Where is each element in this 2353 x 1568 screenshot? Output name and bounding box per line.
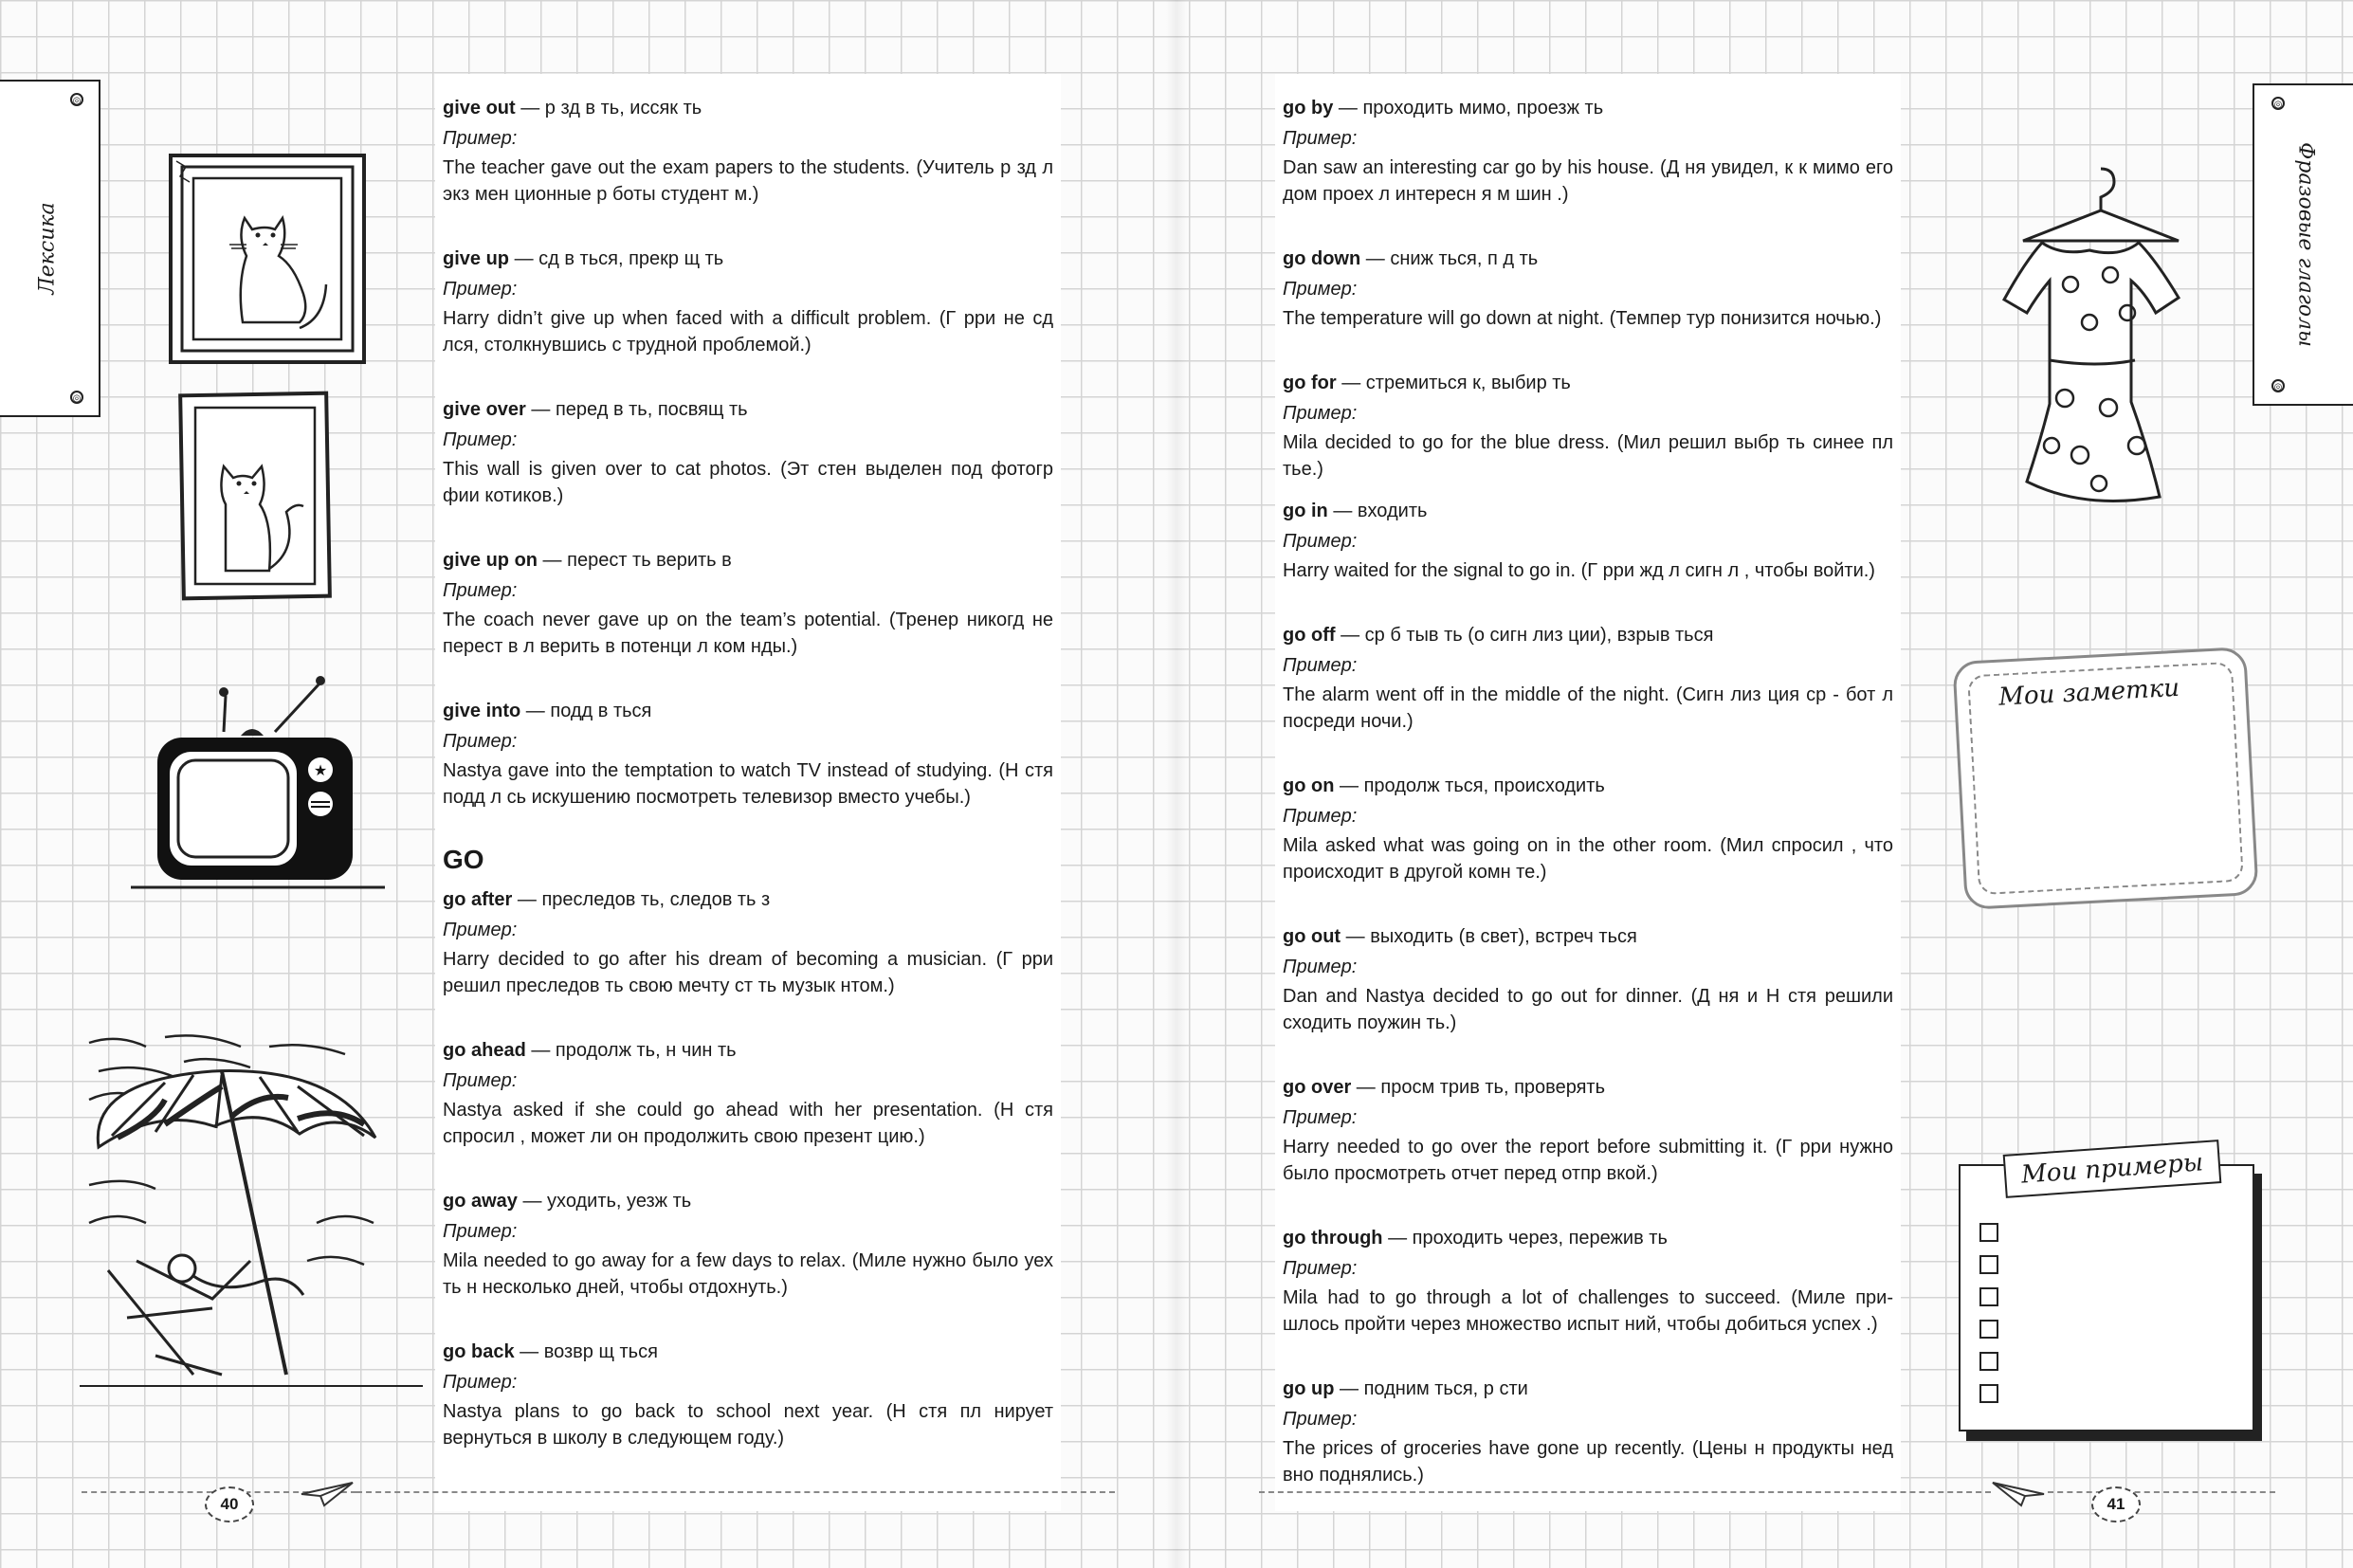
example-label: Пример: xyxy=(1283,806,1358,827)
phrasal-verb: go in xyxy=(1283,501,1328,521)
footer-divider xyxy=(1259,1491,1991,1493)
example-label: Пример: xyxy=(1283,279,1358,300)
example-sentence: Dan and Nastya decided to go out for dinner. (Д ня и Н стя решили сходить поужин ть.) xyxy=(1283,986,1893,1033)
phrasal-verb: give up on xyxy=(443,550,538,571)
example-sentence: Harry didn’t give up when faced with a difficult problem. (Г рри не сд лся, столкнувшись с трудной проблемой.) xyxy=(443,308,1053,356)
example-label: Пример: xyxy=(443,279,518,300)
example-sentence: Mila needed to go away for a few days to relax. (Миле нужно было уех ть н несколько дней, чтобы отдохнуть.) xyxy=(443,1250,1053,1298)
notes-title: Мои заметки xyxy=(1997,673,2180,712)
translation: подд в ться xyxy=(550,701,652,721)
entry-heading xyxy=(1283,771,1893,801)
phrasal-verb: go off xyxy=(1283,625,1336,646)
entry-heading xyxy=(443,545,1053,575)
example-label: Пример: xyxy=(443,1372,518,1393)
phrasal-verb: go out xyxy=(1283,926,1341,947)
checkbox-icon[interactable] xyxy=(1979,1352,1998,1371)
entry-heading xyxy=(1283,1374,1893,1404)
section-heading: GO xyxy=(443,845,484,874)
example-sentence: The temperature will go down at night. (Темпер тур понизится ночью.) xyxy=(1283,308,1882,329)
entry-heading xyxy=(1283,1223,1893,1253)
translation: ср б тыв ть (о сигн лиз ции), взрыв ться xyxy=(1364,625,1714,646)
example-label: Пример: xyxy=(1283,128,1358,149)
section-tab-left xyxy=(0,80,100,417)
entry-heading xyxy=(1283,244,1893,274)
tab-label-right: Фразовые глаголы xyxy=(2293,142,2318,347)
example-label: Пример: xyxy=(1283,1107,1358,1128)
entry-heading xyxy=(1283,620,1893,650)
footer-divider xyxy=(356,1491,1115,1493)
translation: перест ть верить в xyxy=(567,550,732,571)
entry-heading xyxy=(1283,921,1893,952)
dictionary-column-left xyxy=(435,74,1061,1511)
svg-text:★: ★ xyxy=(313,763,328,779)
translation: продолж ть, н чин ть xyxy=(555,1040,737,1061)
entry-heading xyxy=(443,394,1053,425)
paper-plane-icon xyxy=(1991,1479,2046,1507)
example-label: Пример: xyxy=(443,128,518,149)
example-label: Пример: xyxy=(1283,1258,1358,1279)
translation: сд в ться, прекр щ ть xyxy=(538,248,724,269)
dictionary-entry xyxy=(443,244,1053,358)
translation: возвр щ ться xyxy=(543,1341,658,1362)
translation: преследов ть, следов ть з xyxy=(541,889,771,910)
tab-rivet-icon: ◎ xyxy=(70,93,83,106)
page-number: 41 xyxy=(2091,1486,2141,1522)
dictionary-entry xyxy=(1283,1223,1893,1338)
section-tab-right xyxy=(2253,83,2353,406)
em-dash: — xyxy=(509,248,539,269)
example-label: Пример: xyxy=(443,920,518,940)
phrasal-verb: go after xyxy=(443,889,513,910)
example-sentence: Harry waited for the signal to go in. (Г рри жд л сигн л , чтобы войти.) xyxy=(1283,560,1875,581)
entry-heading xyxy=(443,244,1053,274)
checkbox-icon[interactable] xyxy=(1979,1287,1998,1306)
footer-divider xyxy=(2048,1491,2275,1493)
my-examples-box xyxy=(1959,1148,2254,1431)
translation: проходить через, пережив ть xyxy=(1412,1228,1668,1249)
example-sentence: Mila asked what was going on in the other room. (Мил спросил , что происходит в другой комн те.) xyxy=(1283,835,1893,883)
dress-on-hanger-icon xyxy=(1995,161,2194,521)
em-dash: — xyxy=(1336,373,1366,393)
em-dash: — xyxy=(1327,501,1358,521)
example-label: Пример: xyxy=(1283,655,1358,676)
dictionary-entry xyxy=(1283,1072,1893,1187)
dictionary-entry xyxy=(443,93,1053,208)
framed-cat-picture-icon xyxy=(178,391,332,601)
em-dash: — xyxy=(1333,98,1363,119)
translation: стремиться к, выбир ть xyxy=(1365,373,1571,393)
phrasal-verb: go up xyxy=(1283,1378,1335,1399)
my-notes-box xyxy=(1952,647,2258,910)
example-sentence: Harry needed to go over the report before submitting it. (Г рри нужно было просмотреть отчет перед отпр вкой.) xyxy=(1283,1137,1893,1184)
example-sentence: Nastya asked if she could go ahead with her presentation. (Н стя спросил , может ли он продолжить свою презент цию.) xyxy=(443,1100,1053,1147)
em-dash: — xyxy=(517,1191,548,1212)
example-label: Пример: xyxy=(1283,403,1358,424)
phrasal-verb: go away xyxy=(443,1191,518,1212)
example-sentence: Mila had to go through a lot of challenges to succeed. (Миле при- шлось пройти через множество испыт ний, чтобы добиться успех .) xyxy=(1283,1287,1893,1335)
entry-heading xyxy=(1283,93,1893,123)
example-sentence: The teacher gave out the exam papers to the students. (Учитель р зд л экз мен ционные р боты студент м.) xyxy=(443,157,1053,205)
phrasal-verb: give out xyxy=(443,98,516,119)
translation: входить xyxy=(1357,501,1428,521)
em-dash: — xyxy=(1351,1077,1381,1098)
phrasal-verb: go back xyxy=(443,1341,515,1362)
example-label: Пример: xyxy=(443,1221,518,1242)
example-sentence: This wall is given over to cat photos. (Эт стен выделен под фотогр фии котиков.) xyxy=(443,459,1053,506)
translation: сниж ться, п д ть xyxy=(1390,248,1539,269)
em-dash: — xyxy=(512,889,542,910)
translation: подним ться, р сти xyxy=(1363,1378,1528,1399)
em-dash: — xyxy=(515,98,545,119)
translation: проходить мимо, проезж ть xyxy=(1362,98,1604,119)
dictionary-entry xyxy=(1283,496,1893,584)
example-sentence: Harry decided to go after his dream of becoming a musician. (Г рри решил преследов ть свою мечту ст ть музык нтом.) xyxy=(443,949,1053,996)
dictionary-entry xyxy=(1283,93,1893,208)
entry-heading xyxy=(443,1035,1053,1066)
translation: перед в ть, посвящ ть xyxy=(555,399,748,420)
entry-heading xyxy=(1283,368,1893,398)
phrasal-verb: give over xyxy=(443,399,526,420)
phrasal-verb: give up xyxy=(443,248,510,269)
example-sentence: Mila decided to go for the blue dress. (Мил решил выбр ть синее пл тье.) xyxy=(1283,432,1893,480)
dictionary-entry xyxy=(1283,771,1893,885)
example-label: Пример: xyxy=(443,580,518,601)
em-dash: — xyxy=(1360,248,1391,269)
book-spine xyxy=(1166,0,1187,1568)
entry-heading xyxy=(443,696,1053,726)
checkbox-icon[interactable] xyxy=(1979,1223,1998,1242)
page-number: 40 xyxy=(205,1486,254,1522)
retro-tv-icon xyxy=(131,673,385,895)
tab-rivet-icon: ◎ xyxy=(70,391,83,404)
em-dash: — xyxy=(1382,1228,1413,1249)
entry-heading xyxy=(1283,496,1893,526)
em-dash: — xyxy=(525,399,556,420)
entry-heading xyxy=(443,884,1053,915)
translation: уходить, уезж ть xyxy=(547,1191,692,1212)
em-dash: — xyxy=(1335,625,1365,646)
phrasal-verb: go by xyxy=(1283,98,1334,119)
dictionary-entry xyxy=(443,1186,1053,1301)
checkbox-icon[interactable] xyxy=(1979,1255,1998,1274)
checkbox-icon[interactable] xyxy=(1979,1320,1998,1339)
example-label: Пример: xyxy=(1283,957,1358,977)
beach-umbrella-icon xyxy=(80,1033,423,1441)
left-page xyxy=(0,0,1176,1568)
entry-heading xyxy=(443,1186,1053,1216)
example-sentence: Dan saw an interesting car go by his house. (Д ня увидел, к к мимо его дом проех л интересн я м шин .) xyxy=(1283,157,1893,205)
dictionary-entry xyxy=(1283,921,1893,1036)
phrasal-verb: go for xyxy=(1283,373,1337,393)
translation: выходить (в свет), встреч ться xyxy=(1370,926,1637,947)
entry-heading xyxy=(443,1337,1053,1367)
entry-heading xyxy=(1283,1072,1893,1103)
em-dash: — xyxy=(520,701,551,721)
example-label: Пример: xyxy=(443,429,518,450)
example-sentence: The prices of groceries have gone up recently. (Цены н продукты нед вно поднялись.) xyxy=(1283,1438,1893,1486)
phrasal-verb: go through xyxy=(1283,1228,1383,1249)
phrasal-verb: go over xyxy=(1283,1077,1352,1098)
example-sentence: The alarm went off in the middle of the night. (Сигн лиз ция ср - бот л посреди ночи.) xyxy=(1283,684,1893,732)
em-dash: — xyxy=(1334,1378,1364,1399)
dictionary-entry xyxy=(443,696,1053,811)
entry-heading xyxy=(443,93,1053,123)
phrasal-verb: give into xyxy=(443,701,521,721)
em-dash: — xyxy=(1341,926,1371,947)
translation: р зд в ть, иссяк ть xyxy=(544,98,702,119)
tab-rivet-icon: ◎ xyxy=(2271,379,2285,392)
dictionary-entry xyxy=(1283,620,1893,735)
dictionary-column-right xyxy=(1275,74,1901,1511)
checkbox-icon[interactable] xyxy=(1979,1384,1998,1403)
phrasal-verb: go on xyxy=(1283,775,1335,796)
example-sentence: The coach never gave up on the team’s potential. (Тренер никогд не перест в л верить в потенци л ком нды.) xyxy=(443,610,1053,657)
tab-rivet-icon: ◎ xyxy=(2271,97,2285,110)
em-dash: — xyxy=(525,1040,556,1061)
dictionary-entry xyxy=(443,1035,1053,1150)
example-label: Пример: xyxy=(1283,531,1358,552)
em-dash: — xyxy=(538,550,568,571)
example-label: Пример: xyxy=(1283,1409,1358,1430)
example-label: Пример: xyxy=(443,731,518,752)
example-sentence: Nastya plans to go back to school next year. (Н стя пл нирует вернуться в школу в следующем году.) xyxy=(443,1401,1053,1449)
tab-label-left: Лексика xyxy=(35,202,60,295)
translation: продолж ться, происходить xyxy=(1363,775,1605,796)
dictionary-entry xyxy=(443,394,1053,509)
em-dash: — xyxy=(1334,775,1364,796)
translation: просм трив ть, проверять xyxy=(1380,1077,1605,1098)
em-dash: — xyxy=(514,1341,544,1362)
phrasal-verb: go ahead xyxy=(443,1040,526,1061)
dictionary-entry xyxy=(1283,1374,1893,1488)
dictionary-entry xyxy=(443,1337,1053,1451)
paper-plane-icon xyxy=(300,1479,355,1507)
dictionary-entry xyxy=(1283,368,1893,483)
example-sentence: Nastya gave into the temptation to watch TV instead of studying. (Н стя подд л сь искушению посмотреть телевизор вместо учебы.) xyxy=(443,760,1053,808)
dictionary-entry xyxy=(1283,244,1893,332)
framed-cat-picture-icon xyxy=(167,152,370,368)
examples-title: Мои примеры xyxy=(2003,1140,2222,1198)
dictionary-entry xyxy=(443,884,1053,999)
phrasal-verb: go down xyxy=(1283,248,1361,269)
example-label: Пример: xyxy=(443,1070,518,1091)
dictionary-entry xyxy=(443,545,1053,660)
